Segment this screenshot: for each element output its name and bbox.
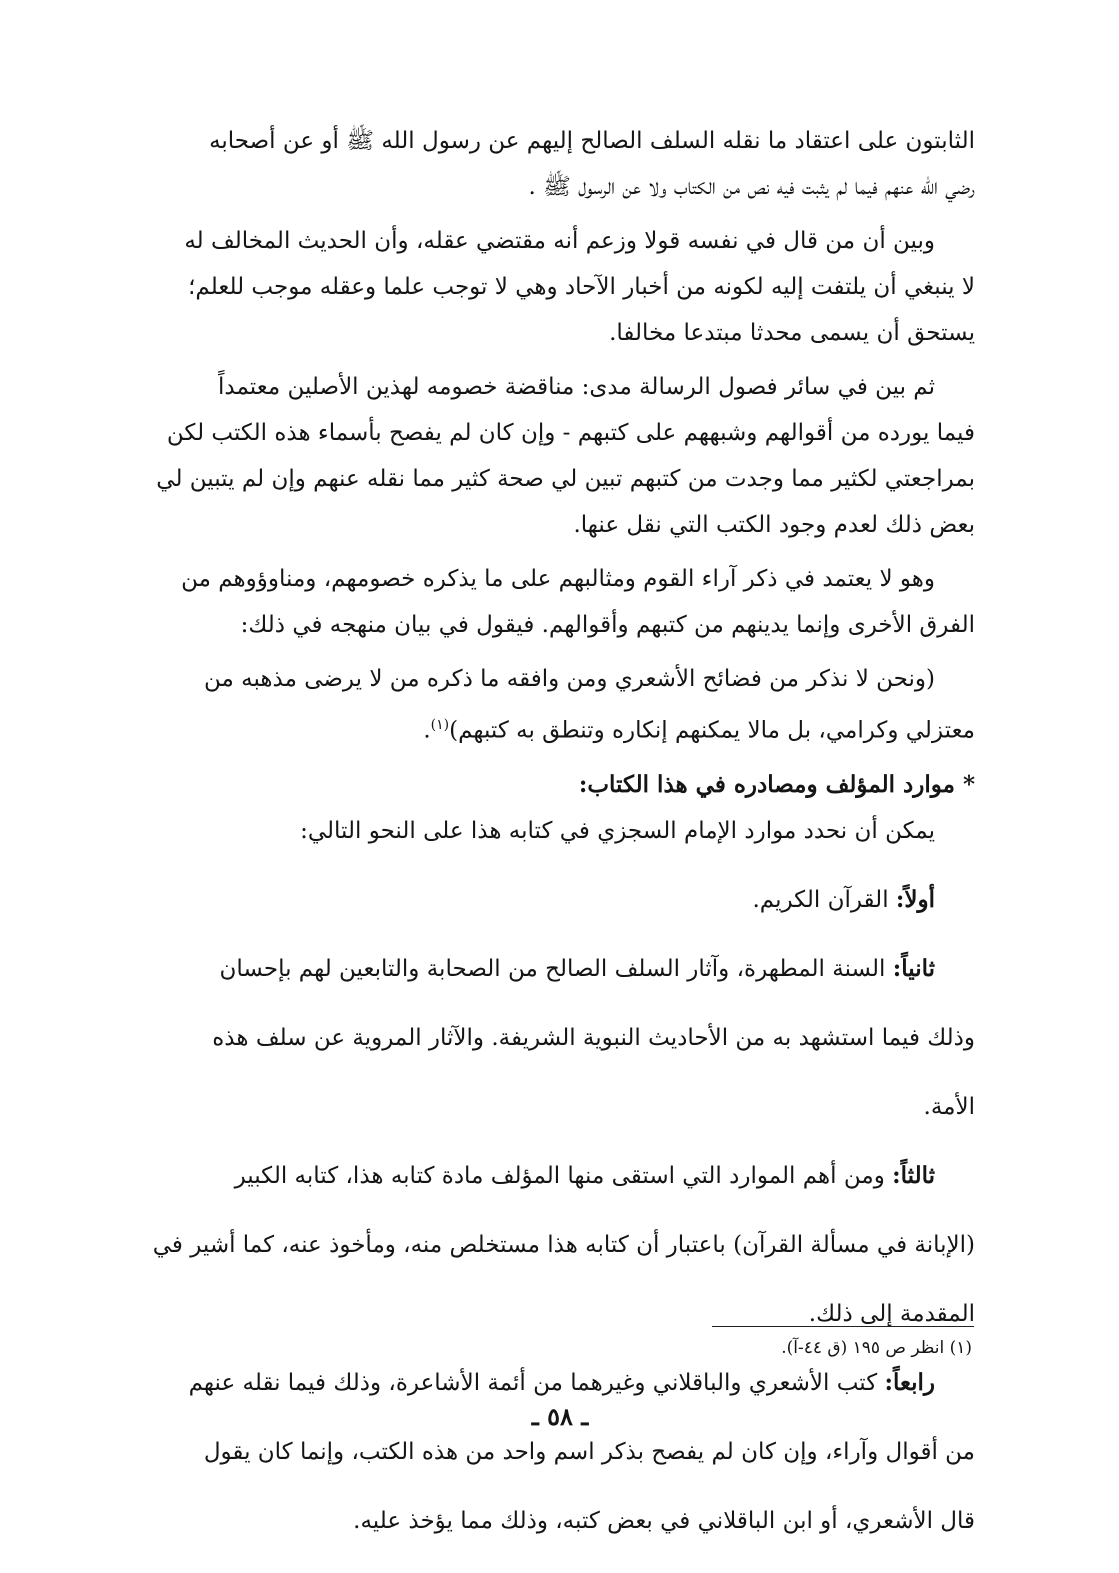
list-item (150, 1153, 975, 1337)
text-line: وبين أن من قال في نفسه قولا وزعم أنه مقتضي عقله، وأن الحديث المخالف له (184, 228, 935, 254)
text-line: وذلك فيما استشهد به من الأحاديث النبوية الشريفة. والآثار المروية عن سلف هذه (212, 1024, 975, 1051)
text-line: الثابتون على اعتقاد ما نقله السلف الصالح إليهم عن رسول الله ﷺ أو عن أصحابه (209, 128, 975, 154)
paragraph (150, 556, 975, 648)
list-item (150, 1360, 975, 1544)
text-line: رضي الله عنهم فيما لم يثبت فيه نص من الكتاب ولا عن الرسول ﷺ . (528, 174, 975, 200)
item-text: السنة المطهرة، وآثار السلف الصالح من الصحابة والتابعين لهم بإحسان (219, 955, 886, 982)
footnote-divider (712, 1326, 974, 1327)
text-line: ثم بين في سائر فصول الرسالة مدى: مناقضة خصومه لهذين الأصلين معتمداً (218, 374, 935, 400)
item-label: ثالثاً: (892, 1161, 935, 1189)
footnote-marker[interactable]: (١) (430, 717, 450, 733)
paragraph (150, 118, 975, 210)
text-line: الفرق الأخرى وإنما يدينهم من كتبهم وأقوالهم. فيقول في بيان منهجه في ذلك: (240, 612, 975, 638)
text-line: قال الأشعري، أو ابن الباقلاني في بعض كتبه، وذلك مما يؤخذ عليه. (353, 1507, 975, 1534)
text-line: (ونحن لا نذكر من فضائح الأشعري ومن وافقه ما ذكره من لا يرضى مذهبه من (203, 666, 935, 692)
list-item (150, 877, 975, 923)
page-number: ـ ٥٨ ـ (531, 1402, 589, 1431)
text-line: المقدمة إلى ذلك. (808, 1300, 975, 1327)
text-line: فيما يورده من أقوالهم وشبههم على كتبهم - وإن كان لم يفصح بأسماء هذه الكتب لكن (166, 420, 975, 446)
list-item (150, 946, 975, 1130)
intro-line: يمكن أن نحدد موارد الإمام السجزي في كتابه هذا على النحو التالي: (300, 817, 935, 844)
quote-paragraph (150, 656, 975, 754)
item-label: ثانياً: (892, 954, 935, 982)
item-text: ومن أهم الموارد التي استقى منها المؤلف مادة كتابه هذا، كتابه الكبير (234, 1162, 885, 1189)
text-line: وهو لا يعتمد في ذكر آراء القوم ومثالبهم على ما يذكره خصومهم، ومناوؤوهم من (181, 566, 935, 592)
quote-tail: . (423, 717, 431, 744)
text-line: بعض ذلك لعدم وجود الكتب التي نقل عنها. (573, 512, 975, 538)
paragraph (150, 218, 975, 356)
section-heading: * موارد المؤلف ومصادره في هذا الكتاب: (578, 770, 975, 798)
text-line: لا ينبغي أن يلتفت إليه لكونه من أخبار الآحاد وهي لا توجب علما وعقله موجب للعلم؛ (188, 274, 975, 300)
footnote: (١) انظر ص ١٩٥ (ق ٤٤-آ). (781, 1338, 972, 1358)
item-text: كتب الأشعري والباقلاني وغيرهما من أئمة الأشاعرة، وذلك فيما نقله عنهم (188, 1369, 878, 1396)
item-label: رابعاً: (884, 1368, 935, 1396)
text-line: من أقوال وآراء، وإن كان لم يفصح بذكر اسم واحد من هذه الكتب، وإنما كان يقول (203, 1438, 975, 1465)
text-line: (الإبانة في مسألة القرآن) باعتبار أن كتابه هذا مستخلص منه، ومأخوذ عنه، كما أشير في (152, 1231, 975, 1258)
paragraph (150, 364, 975, 548)
text-line (150, 702, 975, 754)
quote-text: معتزلي وكرامي، بل مالا يمكنهم إنكاره وتنطق به كتبهم) (449, 717, 975, 744)
text-line: بمراجعتي لكثير مما وجدت من كتبهم تبين لي صحة كثير مما نقله عنهم وإن لم يتبين لي (156, 466, 975, 492)
item-text: القرآن الكريم. (752, 886, 889, 913)
text-line: الأمة. (923, 1093, 975, 1120)
text-line: يستحق أن يسمى محدثا مبتدعا مخالفا. (609, 320, 975, 346)
item-label: أولاً: (895, 885, 935, 913)
